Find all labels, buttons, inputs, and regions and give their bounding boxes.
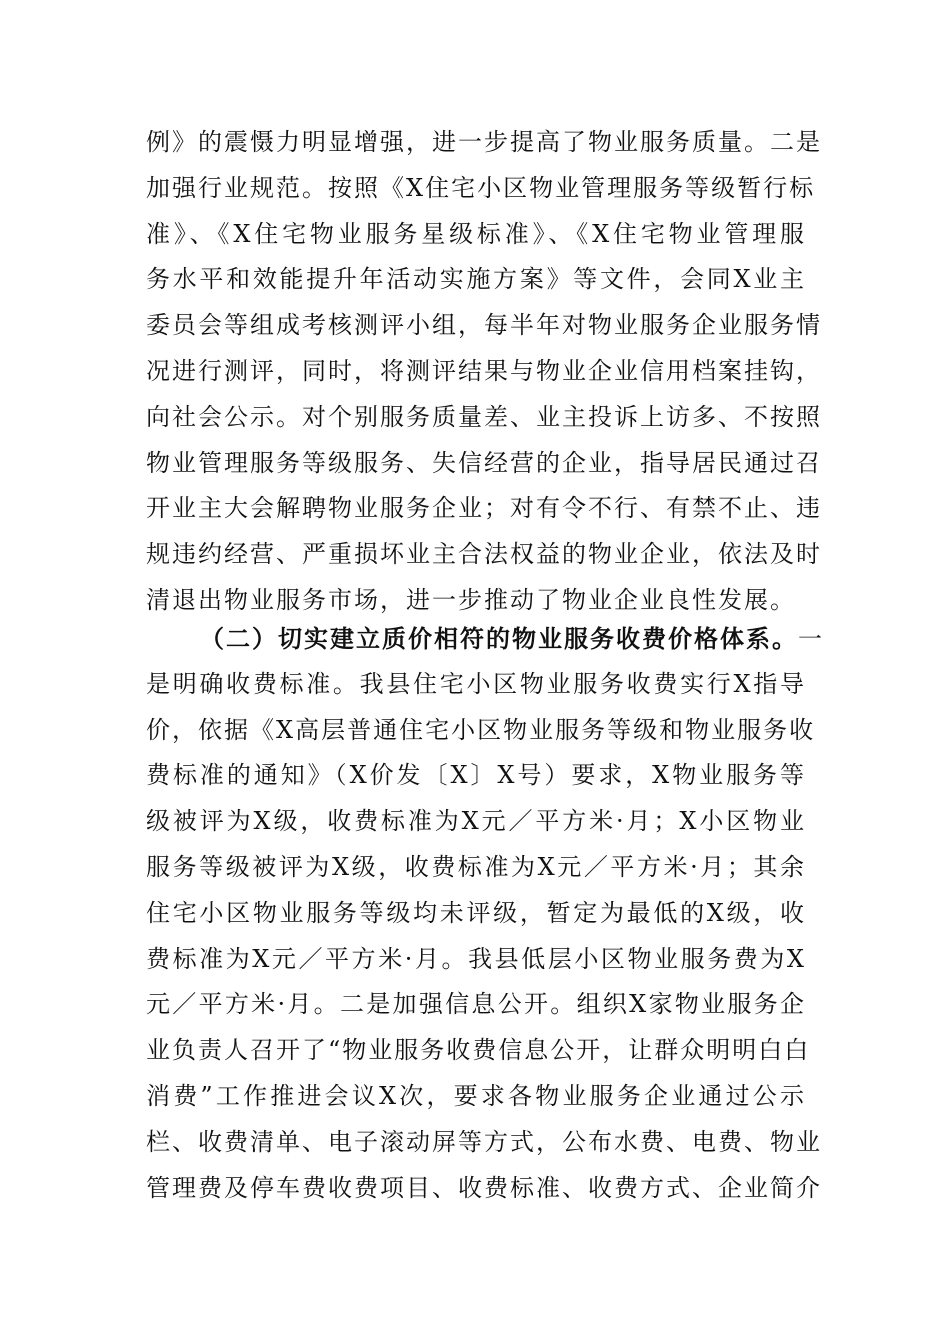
paragraph-line: 开业主大会解聘物业服务企业；对有令不行、有禁不止、违: [146, 494, 822, 523]
paragraph-line: 消费”工作推进会议X次，要求各物业服务企业通过公示: [146, 1081, 806, 1110]
paragraph-line: 例》的震慑力明显增强，进一步提高了物业服务质量。二是: [146, 128, 822, 156]
paragraph-line: 务水平和效能提升年活动实施方案》等文件，会同X业主: [146, 265, 806, 294]
paragraph-line: 费标准的通知》（X价发〔X〕X号）要求，X物业服务等: [146, 761, 806, 790]
paragraph-line: 级被评为X级，收费标准为X元／平方米·月；X小区物业: [146, 807, 806, 836]
paragraph-line: 元／平方米·月。二是加强信息公开。组织X家物业服务企: [146, 990, 806, 1019]
paragraph-line: 清退出物业服务市场，进一步推动了物业企业良性发展。: [146, 585, 796, 614]
paragraph-line: 况进行测评，同时，将测评结果与物业企业信用档案挂钩，: [146, 356, 822, 385]
paragraph-line: 加强行业规范。按照《X住宅小区物业管理服务等级暂行标: [146, 173, 816, 202]
paragraph-line: 价，依据《X高层普通住宅小区物业服务等级和物业服务收: [146, 715, 816, 744]
paragraph-line: 委员会等组成考核测评小组，每半年对物业服务企业服务情: [146, 311, 822, 340]
heading-line-rest: 一: [798, 625, 824, 653]
paragraph-line: 栏、收费清单、电子滚动屏等方式，公布水费、电费、物业: [146, 1127, 822, 1156]
paragraph-line: 费标准为X元／平方米·月。我县低层小区物业服务费为X: [146, 944, 806, 973]
paragraph-line: 业负责人召开了“物业服务收费信息公开，让群众明明白白: [146, 1036, 811, 1065]
paragraph-1: [146, 120, 822, 624]
section-heading-line: [146, 616, 824, 662]
paragraph-line: 规违约经营、严重损坏业主合法权益的物业企业，依法及时: [146, 540, 822, 569]
section-heading: （二）切实建立质价相符的物业服务收费价格体系。: [200, 624, 798, 653]
paragraph-line: 服务等级被评为X级，收费标准为X元／平方米·月；其余: [146, 852, 806, 881]
paragraph-line: 向社会公示。对个别服务质量差、业主投诉上访多、不按照: [146, 402, 822, 431]
paragraph-line: 物业管理服务等级服务、失信经营的企业，指导居民通过召: [146, 448, 822, 477]
paragraph-line: 是明确收费标准。我县住宅小区物业服务收费实行X指导: [146, 669, 806, 698]
paragraph-line: 住宅小区物业服务等级均未评级，暂定为最低的X级，收: [146, 898, 806, 927]
paragraph-2: [146, 616, 824, 1211]
paragraph-line: 准》、《X住宅物业服务星级标准》、《X住宅物业管理服: [146, 219, 806, 248]
paragraph-line: 管理费及停车费收费项目、收费标准、收费方式、企业简介: [146, 1173, 822, 1202]
